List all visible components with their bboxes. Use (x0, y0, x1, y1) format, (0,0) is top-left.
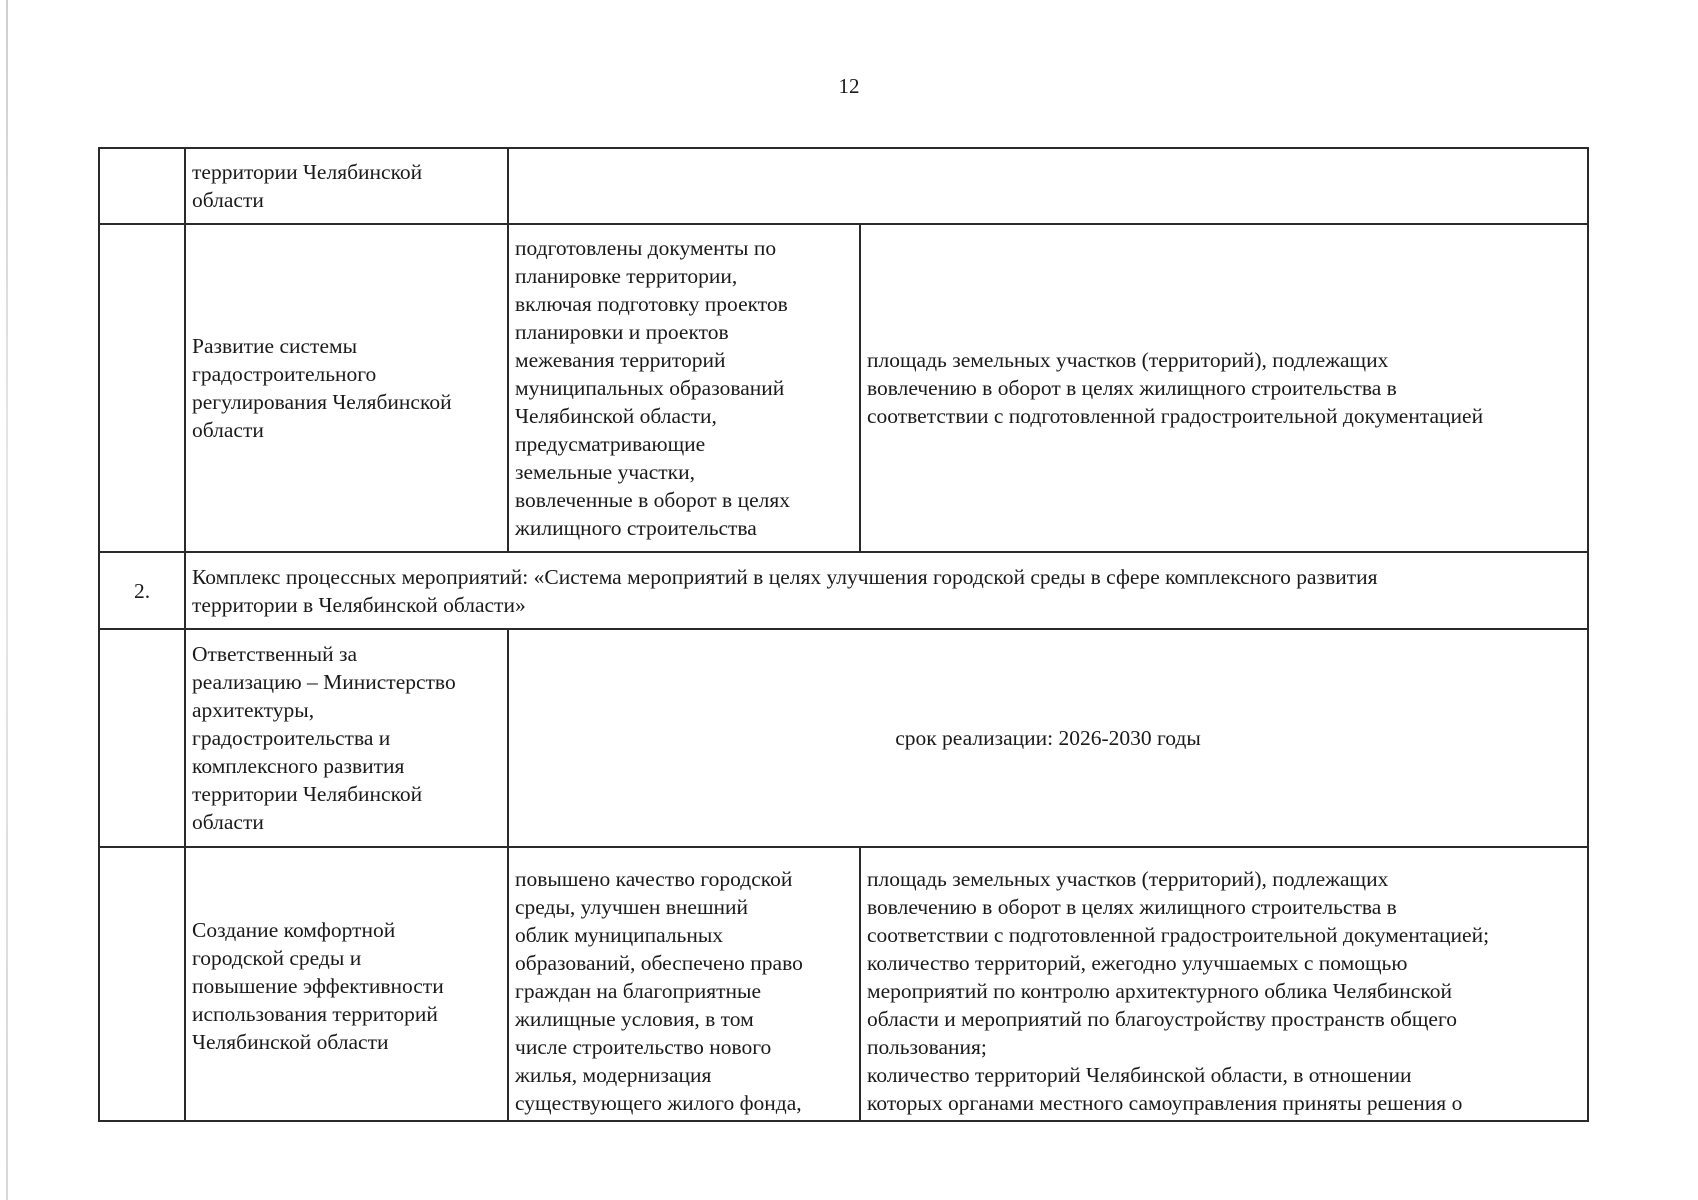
table-row-task (99, 847, 1588, 1121)
cell-task-name: Развитие системы градостроительного регулирования Челябинской области (185, 224, 508, 552)
scan-edge (6, 0, 8, 1200)
cell-task-indicator: площадь земельных участков (территорий), подлежащих вовлечению в оборот в целях жилищного строительства в соответствии с подготовленной градостроительной документацией (860, 224, 1588, 552)
page-number: 12 (838, 74, 860, 98)
cell-task-result: подготовлены документы по планировке территории, включая подготовку проектов планировки и проектов межевания территорий муниципальных образований Челябинской области, предусматривающие земельные участки, вовлеченные в оборот в целях жилищного строительства (508, 224, 860, 552)
cell-implementation-term: срок реализации: 2026-2030 годы (508, 629, 1588, 847)
table-row-responsible (99, 629, 1588, 847)
cell-number (99, 224, 185, 552)
table-row-task (99, 224, 1588, 552)
cell-task-indicator: площадь земельных участков (территорий), подлежащих вовлечению в оборот в целях жилищного строительства в соответствии с подготовленной градостроительной документацией; количество территорий, ежегодно улучшаемых с помощью мероприятий по контролю архитектурного облика Челябинской области и мероприятий по благоустройству пространств общего пользования; количество территорий Челябинской области, в отношении которых органами местного самоуправления приняты решения о (860, 847, 1588, 1121)
cell-task-name: территории Челябинской области (185, 148, 508, 224)
cell-number (99, 148, 185, 224)
cell-empty (508, 148, 1588, 224)
cell-task-name: Создание комфортной городской среды и повышение эффективности использования территорий Челябинской области (185, 847, 508, 1121)
cell-task-result: повышено качество городской среды, улучшен внешний облик муниципальных образований, обеспечено право граждан на благоприятные жилищные условия, в том числе строительство нового жилья, модернизация существующего жилого фонда, (508, 847, 860, 1121)
cell-section-title: Комплекс процессных мероприятий: «Система мероприятий в целях улучшения городской среды в сфере комплексного развития территории в Челябинской области» (185, 552, 1588, 629)
program-structure-table (98, 147, 1589, 1122)
table-row-section (99, 552, 1588, 629)
table-row-continuation (99, 148, 1588, 224)
cell-section-number: 2. (99, 552, 185, 629)
cell-number (99, 847, 185, 1121)
cell-responsible: Ответственный за реализацию – Министерство архитектуры, градостроительства и комплексного развития территории Челябинской области (185, 629, 508, 847)
cell-number (99, 629, 185, 847)
